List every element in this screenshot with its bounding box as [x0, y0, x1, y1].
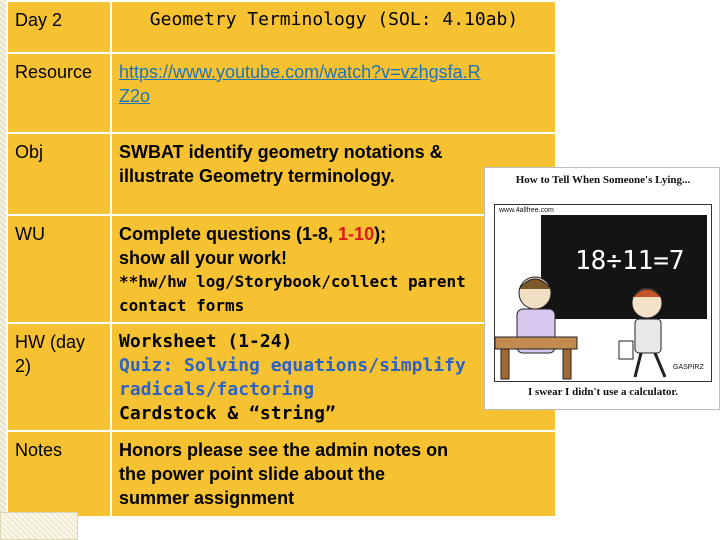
warmup-text: Complete questions (1-8, — [119, 224, 339, 244]
cartoon-frame — [494, 204, 712, 382]
resource-link[interactable]: https://www.youtube.com/watch?v=vzhgsfa.R — [119, 62, 481, 82]
table-row — [7, 133, 556, 215]
obj-label: Obj — [15, 142, 44, 162]
day-cell — [7, 1, 111, 53]
cartoon-caption: I swear I didn't use a calculator. — [527, 386, 679, 398]
resource-label: Resource — [15, 62, 93, 82]
notes-line: summer assignment — [119, 488, 295, 508]
table-row — [7, 1, 556, 53]
notes-cell — [111, 431, 556, 517]
warmup-text-end: ); — [374, 224, 387, 244]
warmup-line: show all your work! — [119, 248, 288, 268]
cartoon-signature: GASPIRZ — [673, 364, 704, 371]
page-title: Geometry Terminology (SOL: 4.10ab) — [149, 9, 519, 30]
title-cell — [111, 1, 556, 53]
warmup-line: **hw/hw log/Storybook/collect parent — [119, 272, 466, 291]
row-label — [7, 431, 111, 517]
cartoon-site-label: www.4allfree.com — [499, 207, 554, 214]
calculator-icon — [619, 341, 633, 359]
row-label — [7, 323, 111, 431]
resource-link-continued[interactable]: Z2o — [119, 86, 151, 106]
notes-label: Notes — [15, 440, 63, 460]
teacher-desk — [495, 337, 577, 349]
hw-label: HW (day 2) — [15, 332, 86, 376]
homework-line: Cardstock & “string” — [119, 403, 336, 424]
cartoon-title: How to Tell When Someone's Lying... — [515, 174, 691, 186]
chalkboard-equation: 18÷11=7 — [575, 246, 685, 276]
objective-line: SWBAT identify geometry notations & — [119, 142, 443, 162]
homework-line: Worksheet (1-24) — [119, 331, 293, 352]
lesson-table — [6, 0, 557, 518]
objective-line: illustrate Geometry terminology. — [119, 166, 395, 186]
warmup-line: contact forms — [119, 296, 245, 315]
student-body — [635, 319, 661, 353]
notes-line: Honors please see the admin notes on — [119, 440, 449, 460]
day-label: Day 2 — [15, 10, 63, 30]
table-row — [7, 323, 556, 431]
decorative-corner-box — [0, 512, 78, 540]
row-label — [7, 133, 111, 215]
homework-quiz-line: Quiz: Solving equations/simplify — [119, 355, 466, 376]
homework-quiz-line: radicals/factoring — [119, 379, 315, 400]
row-label — [7, 215, 111, 323]
table-row — [7, 215, 556, 323]
wu-label: WU — [15, 224, 45, 244]
table-row — [7, 431, 556, 517]
classroom-illustration — [495, 205, 711, 381]
cartoon-image — [484, 167, 720, 410]
table-row — [7, 53, 556, 133]
notes-line: the power point slide about the — [119, 464, 386, 484]
row-label — [7, 53, 111, 133]
warmup-red-range: 1-10 — [338, 224, 375, 244]
resource-cell — [111, 53, 556, 133]
